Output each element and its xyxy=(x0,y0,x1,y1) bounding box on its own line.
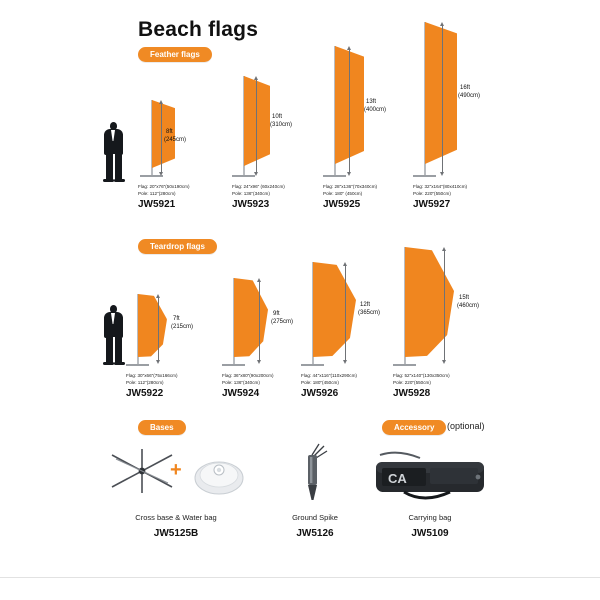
pole-base xyxy=(232,175,255,177)
flag-spec: Flag: 20"x76"(50x190cm) xyxy=(138,184,190,189)
dimension-arrow-up xyxy=(254,76,258,80)
dimension-height-ft: 7ft xyxy=(173,316,180,322)
dimension-height-cm: (245cm) xyxy=(164,137,187,143)
figure-leg-right xyxy=(115,153,122,181)
footer-divider xyxy=(0,577,600,578)
dimension-height-ft: 8ft xyxy=(166,129,173,135)
dimension-arrow-down xyxy=(442,360,446,364)
figure-shoe-right xyxy=(114,179,125,182)
svg-text:CA: CA xyxy=(388,471,407,486)
page-title: Beach flags xyxy=(138,18,259,41)
section-pill-bases: Bases xyxy=(138,420,186,435)
section-pill-teardrop-flags: Teardrop flags xyxy=(138,239,217,254)
dimension-height-ft: 9ft xyxy=(273,311,280,317)
dimension-arrow-down xyxy=(156,360,160,364)
plus-icon: + xyxy=(170,459,182,481)
water-bag-svg xyxy=(193,456,245,496)
product-code: JW5925 xyxy=(323,199,361,210)
dimension-line xyxy=(345,266,346,360)
product-code: JW5922 xyxy=(126,388,164,399)
pole-base xyxy=(222,364,245,366)
section-pill-accessory: Accessory xyxy=(382,420,446,435)
accessory-optional-note: (optional) xyxy=(447,421,485,431)
dimension-line xyxy=(349,50,350,172)
teardrop-flag-shape xyxy=(313,262,356,357)
feather-flag-shape xyxy=(425,22,457,164)
dimension-arrow-up xyxy=(442,247,446,251)
pole-base xyxy=(301,364,324,366)
flag-spec: Flag: 28"x136"(70x340cm) xyxy=(323,184,378,189)
ground-spike-illustration xyxy=(297,443,333,501)
carrying-bag-svg xyxy=(374,450,486,500)
dimension-line xyxy=(158,298,159,360)
pole-spec: Pole: 112"(280cm) xyxy=(126,380,164,385)
dimension-arrow-up xyxy=(257,278,261,282)
flag-spec: Flag: 36"x80"(90x200cm) xyxy=(222,373,274,378)
dimension-height-cm: (365cm) xyxy=(358,310,381,316)
dimension-line xyxy=(259,282,260,360)
dimension-height-ft: 16ft xyxy=(460,85,471,91)
ground-spike-svg xyxy=(297,443,333,501)
item-code: JW5126 xyxy=(296,528,334,539)
figure-leg-gap xyxy=(113,337,115,364)
dimension-height-cm: (275cm) xyxy=(271,319,294,325)
product-code: JW5924 xyxy=(222,388,260,399)
pole-spec: Pole: 136"(340cm) xyxy=(222,380,260,385)
pole-base xyxy=(323,175,346,177)
flag-spec: Flag: 24"x96" (60x240cm) xyxy=(232,184,285,189)
item-caption: Carrying bag xyxy=(408,513,452,522)
dimension-height-ft: 10ft xyxy=(272,114,283,120)
water-bag-illustration xyxy=(193,456,245,496)
figure-shoe-left xyxy=(103,362,114,365)
pole-spec: Pole: 180"(450cm) xyxy=(301,380,339,385)
figure-shoe-left xyxy=(103,179,114,182)
flag-spec: Flag: 32"x164"(80x410cm) xyxy=(413,184,468,189)
pole-spec: Pole: 220"(550cm) xyxy=(413,191,451,196)
teardrop-flag-shape xyxy=(405,247,454,357)
figure-leg-gap xyxy=(113,154,115,181)
pole-base xyxy=(413,175,436,177)
dimension-line xyxy=(442,26,443,172)
dimension-line xyxy=(256,80,257,172)
product-code: JW5921 xyxy=(138,199,176,210)
dimension-arrow-up xyxy=(440,22,444,26)
teardrop-flag-shape xyxy=(234,278,268,357)
pole-base xyxy=(393,364,416,366)
dimension-height-ft: 12ft xyxy=(360,302,371,308)
dimension-height-cm: (310cm) xyxy=(270,122,293,128)
section-pill-feather-flags: Feather flags xyxy=(138,47,212,62)
dimension-height-cm: (490cm) xyxy=(458,93,481,99)
dimension-arrow-up xyxy=(343,262,347,266)
pole-spec: Pole: 180" (450cm) xyxy=(323,191,363,196)
dimension-height-cm: (400cm) xyxy=(364,107,387,113)
item-caption: Cross base & Water bag xyxy=(135,513,217,522)
flag-spec: Flag: 44"x116"(110x290cm) xyxy=(301,373,357,378)
dimension-arrow-down xyxy=(159,172,163,176)
cross-base-svg xyxy=(106,447,178,495)
flag-spec: Flag: 52"x140"(130x350cm) xyxy=(393,373,450,378)
dimension-arrow-down xyxy=(440,172,444,176)
item-code: JW5125B xyxy=(153,528,199,539)
carrying-bag-illustration xyxy=(374,450,486,500)
dimension-arrow-down xyxy=(343,360,347,364)
figure-leg-left xyxy=(106,153,113,181)
pole-spec: Pole: 136"(340cm) xyxy=(232,191,270,196)
teardrop-flag-shape xyxy=(138,294,167,357)
figure-leg-right xyxy=(115,336,122,364)
dimension-arrow-down xyxy=(254,172,258,176)
dimension-height-cm: (460cm) xyxy=(457,303,480,309)
dimension-arrow-down xyxy=(257,360,261,364)
dimension-line xyxy=(444,251,445,360)
dimension-arrow-up xyxy=(159,100,163,104)
dimension-line xyxy=(161,104,162,172)
dimension-height-ft: 15ft xyxy=(459,295,470,301)
dimension-arrow-down xyxy=(347,172,351,176)
dimension-arrow-up xyxy=(347,46,351,50)
product-code: JW5928 xyxy=(393,388,431,399)
flag-spec: Flag: 30"x66"(75x166cm) xyxy=(126,373,178,378)
feather-flag-shape xyxy=(244,76,270,166)
figure-leg-left xyxy=(106,336,113,364)
product-code: JW5926 xyxy=(301,388,339,399)
dimension-arrow-up xyxy=(156,294,160,298)
dimension-height-cm: (215cm) xyxy=(171,324,194,330)
dimension-height-ft: 13ft xyxy=(366,99,377,105)
product-code: JW5923 xyxy=(232,199,270,210)
figure-shoe-right xyxy=(114,362,125,365)
item-code: JW5109 xyxy=(411,528,449,539)
pole-spec: Pole: 112"(280cm) xyxy=(138,191,176,196)
pole-spec: Pole: 220"(550cm) xyxy=(393,380,431,385)
product-code: JW5927 xyxy=(413,199,451,210)
item-caption: Ground Spike xyxy=(292,513,338,522)
pole-base xyxy=(126,364,149,366)
cross-base-illustration xyxy=(106,447,178,495)
